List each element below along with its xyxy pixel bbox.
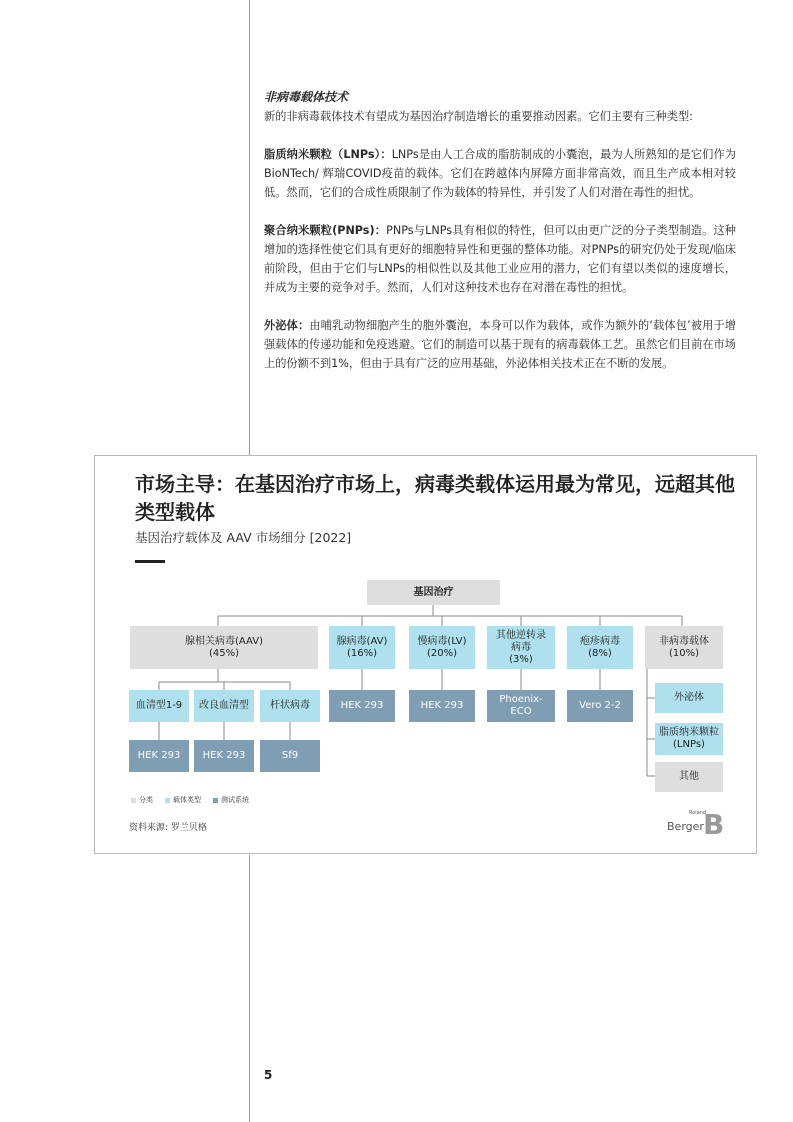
- legend-label: 载体类型: [173, 796, 201, 804]
- chart-subtitle: 基因治疗载体及 AAV 市场细分 [2022]: [135, 530, 352, 545]
- nonviral-type-node: [655, 723, 723, 755]
- section-title: 非病毒载体技术: [264, 90, 349, 104]
- av-system-node: [329, 690, 395, 722]
- root-label: 基因治疗: [413, 586, 454, 598]
- system-label: Phoenix-ECO: [499, 694, 543, 717]
- category-herpes: [567, 626, 633, 669]
- legend-swatch: [131, 798, 136, 803]
- category-name: 疱疹病毒: [580, 635, 620, 647]
- system-label: HEK 293: [420, 700, 464, 711]
- page-number: 5: [264, 1068, 273, 1082]
- paragraph-lead: 外泌体：: [264, 319, 310, 332]
- paragraph-lead: 聚合纳米颗粒(PNPs)：: [264, 224, 387, 237]
- system-label: Vero 2-2: [579, 700, 621, 711]
- aav-type-label: 杆状病毒: [270, 700, 310, 711]
- aav-system-node: [194, 740, 254, 772]
- aav-type-label: 改良血清型: [199, 700, 249, 711]
- category-name: 其他逆转录病毒: [496, 629, 546, 653]
- herpes-system-node: [567, 690, 633, 722]
- nonviral-type-label: 外泌体: [674, 692, 704, 703]
- category-share: (10%): [668, 647, 700, 659]
- category-share: (20%): [426, 647, 458, 659]
- paragraph-lnp: [264, 145, 736, 202]
- logo-mark: B: [703, 808, 725, 841]
- category-retro: [487, 626, 555, 669]
- retro-system-node: [487, 690, 555, 722]
- category-share: (8%): [588, 647, 612, 659]
- category-aav: [130, 626, 318, 669]
- legend-label: 分类: [139, 796, 153, 804]
- chart-legend: [131, 795, 249, 805]
- paragraph-pnp: [264, 221, 736, 297]
- legend-label: 测试系统: [221, 796, 249, 804]
- category-share: (45%): [208, 647, 240, 659]
- aav-type-label: 血清型1-9: [135, 700, 183, 711]
- category-name: 非病毒载体: [659, 635, 709, 647]
- logo-big-text: Berger: [667, 820, 704, 833]
- system-label: Sf9: [281, 750, 299, 761]
- system-label: HEK 293: [202, 750, 246, 761]
- intro-paragraph: 新的非病毒载体技术有望成为基因治疗制造增长的重要推动因素。它们主要有三种类型:: [264, 110, 693, 123]
- system-label: HEK 293: [340, 700, 384, 711]
- legend-item: [165, 795, 201, 805]
- legend-swatch: [213, 798, 218, 803]
- system-label: HEK 293: [137, 750, 181, 761]
- paragraph-text: PNPs与LNPs具有相似的特性，但可以由更广泛的分子类型制造。这种增加的选择性使它们具有更好的细胞特异性和更强的整体功能。对PNPs的研究仍处于发现/临床前阶段，但由于它们与LNPs的相似性以及其他工业应用的潜力，它们有望以类似的速度增长，并成为主要的竞争对手。然而，人们对这种技术也存在对潜在毒性的担忧。: [264, 224, 736, 294]
- paragraph-exosome: [264, 316, 736, 373]
- category-name: 腺相关病毒(AAV): [185, 635, 263, 647]
- category-nonviral: [645, 626, 723, 669]
- page-divider-line: [249, 855, 250, 1122]
- lv-system-node: [409, 690, 475, 722]
- logo-small-text: Roland: [689, 810, 707, 816]
- category-share: (3%): [509, 653, 533, 665]
- paragraph-text: LNPs是由人工合成的脂肪制成的小囊泡，最为人所熟知的是它们作为BioNTech/ 辉瑞COVID疫苗的载体。它们在跨越体内屏障方面非常高效，而且生产成本相对较低。然而，它们的合成性质限制了作为载体的特异性，并引发了人们对潜在毒性的担忧。: [264, 148, 736, 199]
- legend-swatch: [165, 798, 170, 803]
- chart-source: 资料来源: 罗兰贝格: [129, 823, 207, 833]
- roland-berger-logo: [665, 808, 729, 842]
- chart-figure: [94, 455, 757, 854]
- category-av: [329, 626, 395, 669]
- category-lv: [409, 626, 475, 669]
- chart-title: 市场主导：在基因治疗市场上，病毒类载体运用最为常见，远超其他类型载体: [135, 472, 735, 524]
- legend-item: [131, 795, 153, 805]
- category-name: 慢病毒(LV): [417, 635, 467, 647]
- nonviral-type-node: [655, 683, 723, 713]
- aav-system-node: [260, 740, 320, 772]
- body-text: [264, 88, 736, 392]
- nonviral-type-label: 其他: [679, 771, 699, 782]
- paragraph-lead: 脂质纳米颗粒（LNPs）：: [264, 148, 392, 161]
- legend-item: [213, 795, 249, 805]
- paragraph-text: 由哺乳动物细胞产生的胞外囊泡，本身可以作为载体，或作为额外的‘载体包’被用于增强载体的传递功能和免疫逃避。它们的制造可以基于现有的病毒载体工艺。虽然它们目前在市场上的份额不到1%，但由于具有广泛的应用基础，外泌体相关技术正在不断的发展。: [264, 319, 736, 370]
- category-name: 腺病毒(AV): [336, 635, 388, 647]
- category-share: (16%): [346, 647, 378, 659]
- aav-type-node: [194, 690, 254, 722]
- nonviral-type-node: [655, 762, 723, 792]
- page-divider-line: [249, 0, 250, 455]
- aav-system-node: [129, 740, 189, 772]
- aav-type-node: [129, 690, 189, 722]
- nonviral-type-label: 脂质纳米颗粒 (LNPs): [659, 727, 719, 750]
- aav-type-node: [260, 690, 320, 722]
- root-node: [367, 580, 500, 605]
